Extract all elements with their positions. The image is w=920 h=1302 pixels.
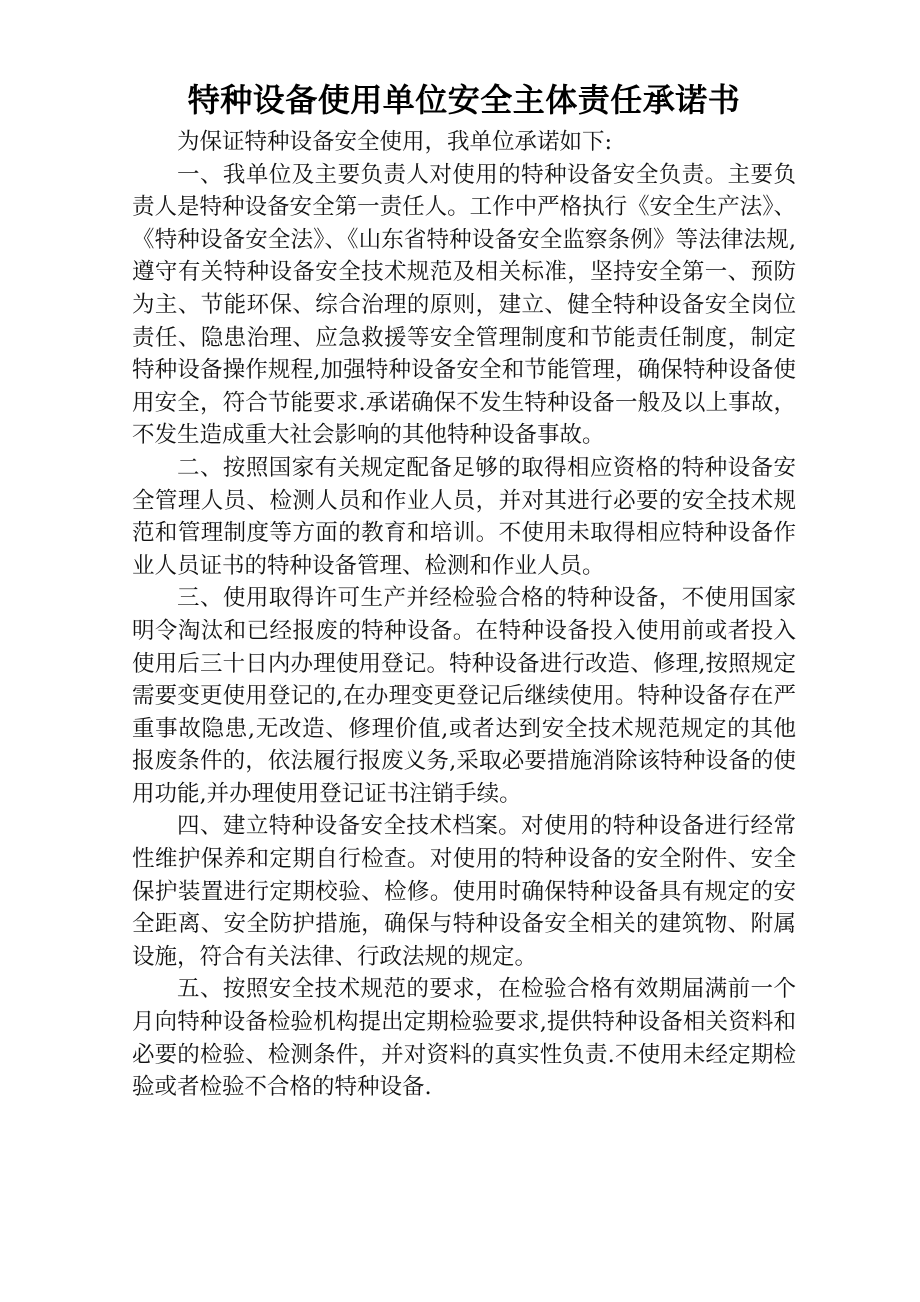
commitment-paragraph-3: 三、使用取得许可生产并经检验合格的特种设备，不使用国家明令淘汰和已经报废的特种设备。在特种设备投入使用前或者投入使用后三十日内办理使用登记。特种设备进行改造、修理,按照规定需要变更使用登记的,在办理变更登记后继续使用。特种设备存在严重事故隐患,无改造、修理价值,或者达到安全技术规范规定的其他报废条件的，依法履行报废义务,采取必要措施消除该特种设备的使用功能,并办理使用登记证书注销手续。 xyxy=(132,585,796,807)
commitment-paragraph-4: 四、建立特种设备安全技术档案。对使用的特种设备进行经常性维护保养和定期自行检查。对使用的特种设备的安全附件、安全保护装置进行定期校验、检修。使用时确保特种设备具有规定的安全距离、安全防护措施，确保与特种设备安全相关的建筑物、附属设施，符合有关法律、行政法规的规定。 xyxy=(132,813,796,970)
commitment-paragraph-2: 二、按照国家有关规定配备足够的取得相应资格的特种设备安全管理人员、检测人员和作业人员，并对其进行必要的安全技术规范和管理制度等方面的教育和培训。不使用未取得相应特种设备作业人员证书的特种设备管理、检测和作业人员。 xyxy=(132,454,796,579)
document-title: 特种设备使用单位安全主体责任承诺书 xyxy=(187,81,741,119)
commitment-paragraph-1: 一、我单位及主要负责人对使用的特种设备安全负责。主要负责人是特种设备安全第一责任人。工作中严格执行《安全生产法》、《特种设备安全法》、《山东省特种设备安全监察条例》等法律法规,遵守有关特种设备安全技术规范及相关标准，坚持安全第一、预防为主、节能环保、综合治理的原则，建立、健全特种设备安全岗位责任、隐患治理、应急救援等安全管理制度和节能责任制度，制定特种设备操作规程,加强特种设备安全和节能管理，确保特种设备使用安全，符合节能要求.承诺确保不发生特种设备一般及以上事故，不发生造成重大社会影响的其他特种设备事故。 xyxy=(132,161,796,449)
intro-paragraph: 为保证特种设备安全使用，我单位承诺如下: xyxy=(177,129,613,155)
commitment-paragraph-5: 五、按照安全技术规范的要求，在检验合格有效期届满前一个月向特种设备检验机构提出定期检验要求,提供特种设备相关资料和必要的检验、检测条件，并对资料的真实性负责.不使用未经定期检验或者检验不合格的特种设备. xyxy=(132,976,796,1101)
document-page xyxy=(132,78,796,1104)
